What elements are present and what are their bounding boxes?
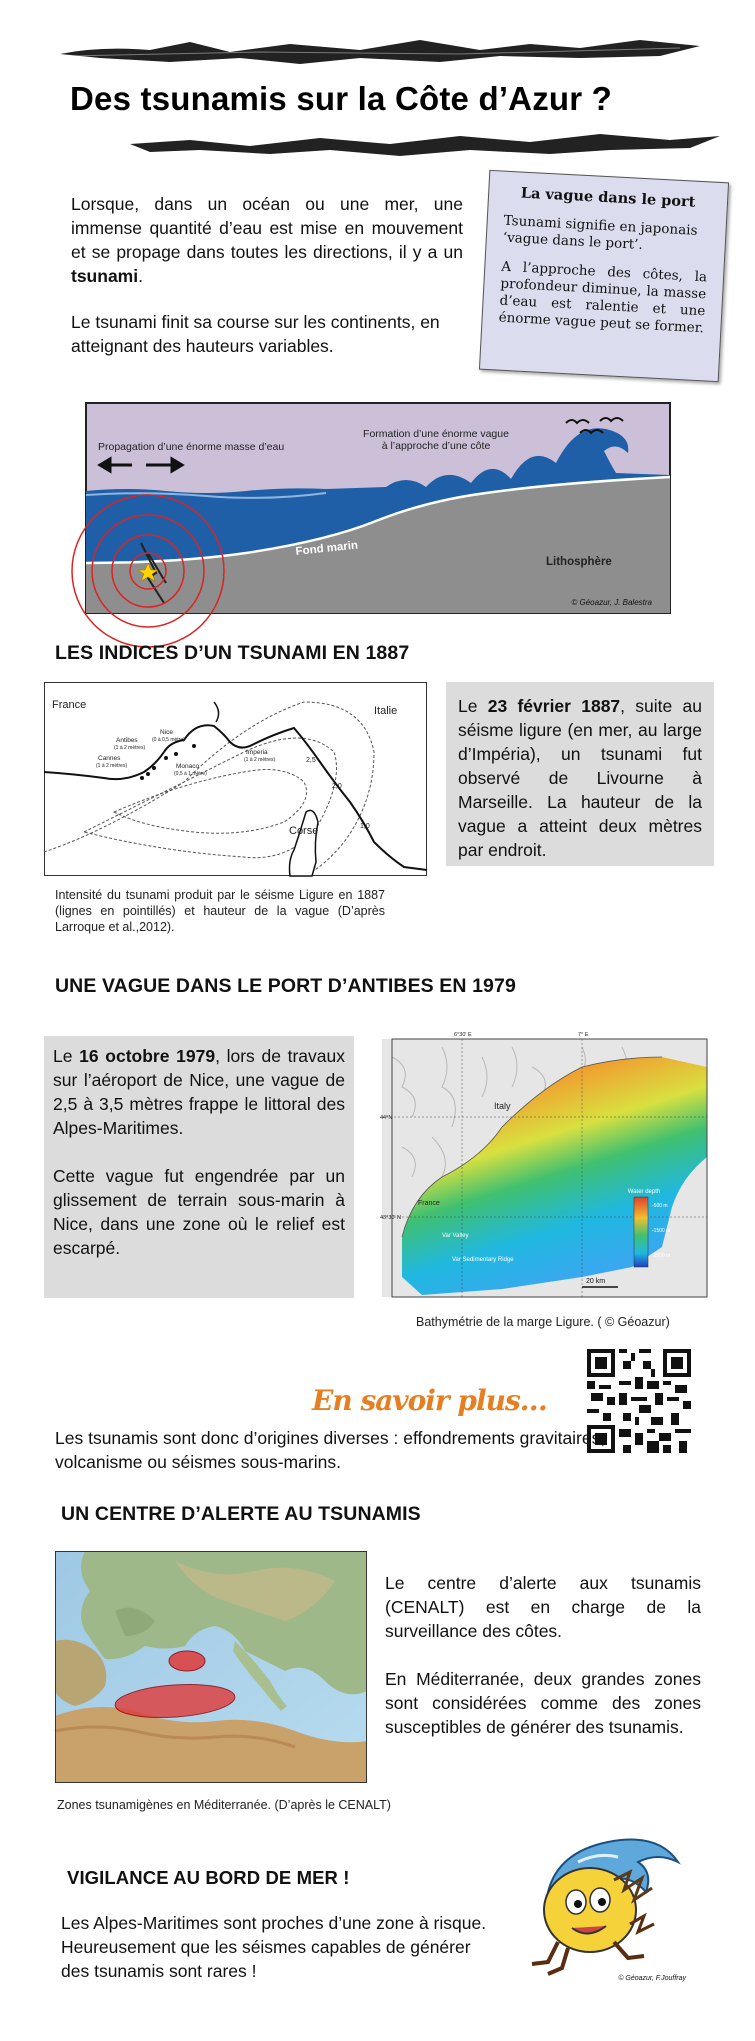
svg-text:Water depth: Water depth [627,1189,661,1195]
text-1979-paragraph-2: Cette vague fut engendrée par un glissement de terrain sous-marin à Nice, dans une zone où le relief est escarpé. [53,1166,345,1258]
page-title: Des tsunamis sur la Côte d’Azur ? [70,80,613,117]
svg-text:Var Sedimentary Ridge: Var Sedimentary Ridge [452,1257,514,1263]
text-1979-paragraph-1: Le 16 octobre 1979, lors de travaux sur l’aéroport de Nice, une vague de 2,5 à 3,5 mètres frappe le littoral des Alpes-Maritimes. [53,1046,345,1138]
tsunami-zone-ligure [169,1651,205,1671]
section-title-vigilance: VIGILANCE AU BORD DE MER ! [67,1867,350,1888]
svg-text:43°30' N: 43°30' N [380,1215,401,1221]
sidebox-title: La vague dans le port [520,184,696,211]
svg-text:Antibes: Antibes [116,737,138,744]
depth-legend-bar [634,1197,648,1267]
svg-text:France: France [52,699,87,711]
section-title-1979: UNE VAGUE DANS LE PORT D’ANTIBES EN 1979 [55,975,516,997]
svg-text:(1 à 2 mètres): (1 à 2 mètres) [96,763,128,769]
more-text: Les tsunamis sont donc d’origines diverses : effondrements gravitaires, volcanisme ou séismes sous-marins. [55,1428,606,1472]
title-bottom-brush [130,126,720,162]
svg-text:-2500 m: -2500 m [652,1253,671,1259]
svg-text:(0 à 0,5 mètre): (0 à 0,5 mètre) [152,737,185,743]
svg-text:(1 à 2 mètres): (1 à 2 mètres) [244,757,276,763]
mascot-illustration [518,1832,688,1982]
intro-paragraph-1: Lorsque, dans un océan ou une mer, une immense quantité d’eau est mise en mouvement et se propage dans toutes les directions, il y a un tsunami. [71,194,463,286]
date-1979: 16 octobre 1979 [79,1046,216,1066]
sidebox-port-wave [479,170,729,382]
svg-text:7° E: 7° E [578,1032,589,1038]
svg-text:Cannes: Cannes [98,755,121,762]
svg-text:(1 à 2 mètres): (1 à 2 mètres) [114,745,146,751]
tsunami-diagram [86,403,670,613]
caption-1979: Bathymétrie de la marge Ligure. ( © Géoazur) [416,1315,670,1329]
mascot-body [544,1868,636,1952]
section-title-cenalt: UN CENTRE D’ALERTE AU TSUNAMIS [61,1503,421,1525]
cenalt-paragraph-2: En Méditerranée, deux grandes zones sont considérées comme des zones susceptibles de générer des tsunamis. [385,1669,701,1737]
svg-text:Lithosphère: Lithosphère [546,556,612,568]
sidebox-text-1: Tsunami signifie en japonais ‘vague dans le port’. [502,212,698,253]
svg-text:France: France [418,1200,440,1207]
svg-text:© Géoazur, F.Jouffray: © Géoazur, F.Jouffray [618,1975,686,1982]
svg-text:Monaco: Monaco [176,763,200,770]
title-top-brush [60,34,700,70]
svg-text:Var Valley: Var Valley [442,1233,469,1239]
map-1887 [44,682,427,876]
caption-cenalt: Zones tsunamigènes en Méditerranée. (D’après le CENALT) [57,1798,391,1812]
svg-text:Corse: Corse [289,825,319,837]
svg-text:6°30' E: 6°30' E [454,1032,472,1038]
more-title: En savoir plus… [312,1384,547,1417]
vigilance-text: Les Alpes-Maritimes sont proches d’une zone à risque. Heureusement que les séismes capables de générer des tsunamis sont rares ! [61,1913,487,1981]
text-box-1887: Le 23 février 1887, suite au séisme ligure (en mer, au large d’Impéria), un tsunami fut observé de Livourne à Marseille. La hauteur de la vague a atteint deux mètres par endroit. [446,682,714,866]
svg-text:Fond marin: Fond marin [295,539,359,558]
svg-text:Nice: Nice [160,729,174,736]
mediterranean-map [55,1551,367,1783]
section-title-1887: LES INDICES D’UN TSUNAMI EN 1887 [55,642,410,664]
intro-bold-tsunami: tsunami [71,266,139,286]
text-box-1979 [44,1036,354,1298]
svg-text:Formation d’une énorme vague: Formation d’une énorme vague [363,428,509,440]
svg-text:(0,5 à 1 mètre): (0,5 à 1 mètre) [174,771,207,777]
svg-text:-500 m: -500 m [652,1203,668,1209]
svg-text:à l’approche d’une côte: à l’approche d’une côte [381,440,491,452]
svg-text:Propagation d’une énorme masse: Propagation d’une énorme masse d’eau [98,441,285,453]
bathymetry-map [382,1027,707,1307]
svg-text:Italie: Italie [374,705,398,717]
svg-text:20 km: 20 km [586,1278,606,1285]
intro-paragraph-2: Le tsunami finit sa course sur les continents, en atteignant des hauteurs variables. [71,312,440,356]
date-1887: 23 février 1887 [487,696,621,716]
svg-text:-1500 m: -1500 m [652,1228,671,1234]
cenalt-paragraph-1: Le centre d’alerte aux tsunamis (CENALT) est en charge de la surveillance des côtes. [385,1573,701,1641]
svg-text:Imperia: Imperia [246,749,268,756]
svg-text:2,0: 2,0 [332,783,342,790]
sidebox-text-2: A l’approche des côtes, la profondeur diminue, la masse d’eau est ralentie et une énorme vague peut se former. [498,258,708,337]
caption-1887: Intensité du tsunami produit par le séisme Ligure en 1887 (lignes en pointillés) et hauteur de la vague (D’après Larroque et al.,2012). [55,888,385,934]
svg-text:1,0: 1,0 [360,823,370,830]
svg-text:2,5: 2,5 [306,757,316,764]
svg-text:Italy: Italy [494,1101,511,1111]
svg-text:© Géoazur, J. Balestra: © Géoazur, J. Balestra [571,598,652,607]
svg-text:44°N: 44°N [380,1115,393,1121]
